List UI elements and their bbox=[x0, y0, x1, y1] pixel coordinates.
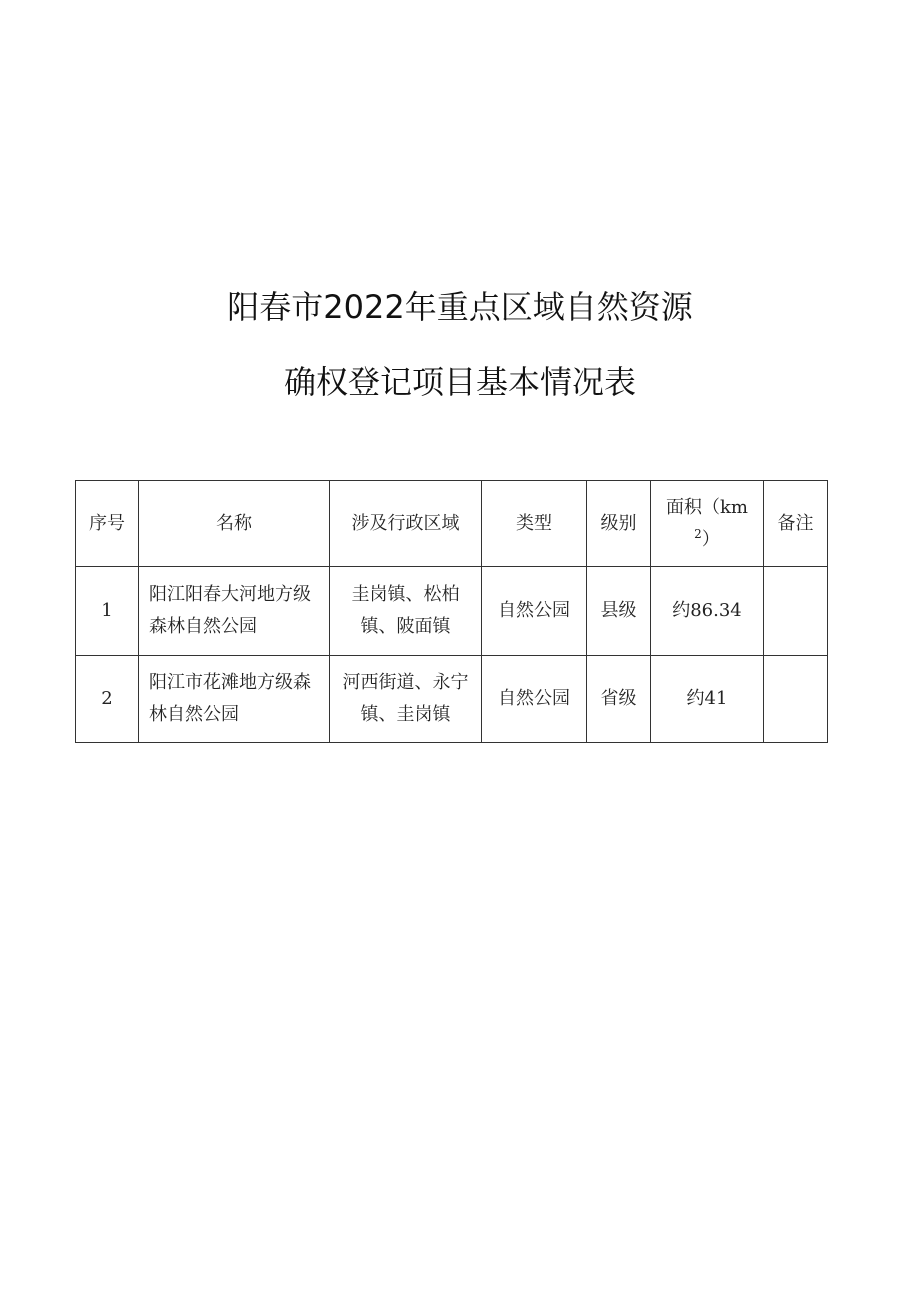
header-level: 级别 bbox=[587, 481, 651, 567]
header-note: 备注 bbox=[764, 481, 828, 567]
cell-area: 约41 bbox=[651, 656, 764, 743]
table-header-row bbox=[76, 481, 828, 567]
cell-seq: 2 bbox=[76, 656, 139, 743]
document-title-line-2: 确权登记项目基本情况表 bbox=[283, 363, 636, 401]
cell-note bbox=[764, 567, 828, 656]
cell-name: 阳江市花滩地方级森林自然公园 bbox=[139, 656, 330, 743]
header-area-suffix: ） bbox=[701, 528, 720, 550]
header-area-prefix: 面积（km bbox=[666, 496, 748, 518]
header-region: 涉及行政区域 bbox=[330, 481, 482, 567]
cell-note bbox=[764, 656, 828, 743]
cell-area: 约86.34 bbox=[651, 567, 764, 656]
project-info-table bbox=[75, 480, 828, 743]
document-title-line-1: 阳春市2022年重点区域自然资源 bbox=[227, 288, 693, 326]
table-row bbox=[76, 656, 828, 743]
cell-type: 自然公园 bbox=[482, 656, 587, 743]
cell-level: 省级 bbox=[587, 656, 651, 743]
header-name: 名称 bbox=[139, 481, 330, 567]
cell-region: 圭岗镇、松柏镇、陂面镇 bbox=[330, 567, 482, 656]
header-type: 类型 bbox=[482, 481, 587, 567]
cell-seq: 1 bbox=[76, 567, 139, 656]
header-seq: 序号 bbox=[76, 481, 139, 567]
table-row bbox=[76, 567, 828, 656]
cell-type: 自然公园 bbox=[482, 567, 587, 656]
header-area-sup: 2 bbox=[694, 526, 702, 541]
header-area bbox=[651, 481, 764, 567]
cell-region: 河西街道、永宁镇、圭岗镇 bbox=[330, 656, 482, 743]
cell-name: 阳江阳春大河地方级森林自然公园 bbox=[139, 567, 330, 656]
cell-level: 县级 bbox=[587, 567, 651, 656]
